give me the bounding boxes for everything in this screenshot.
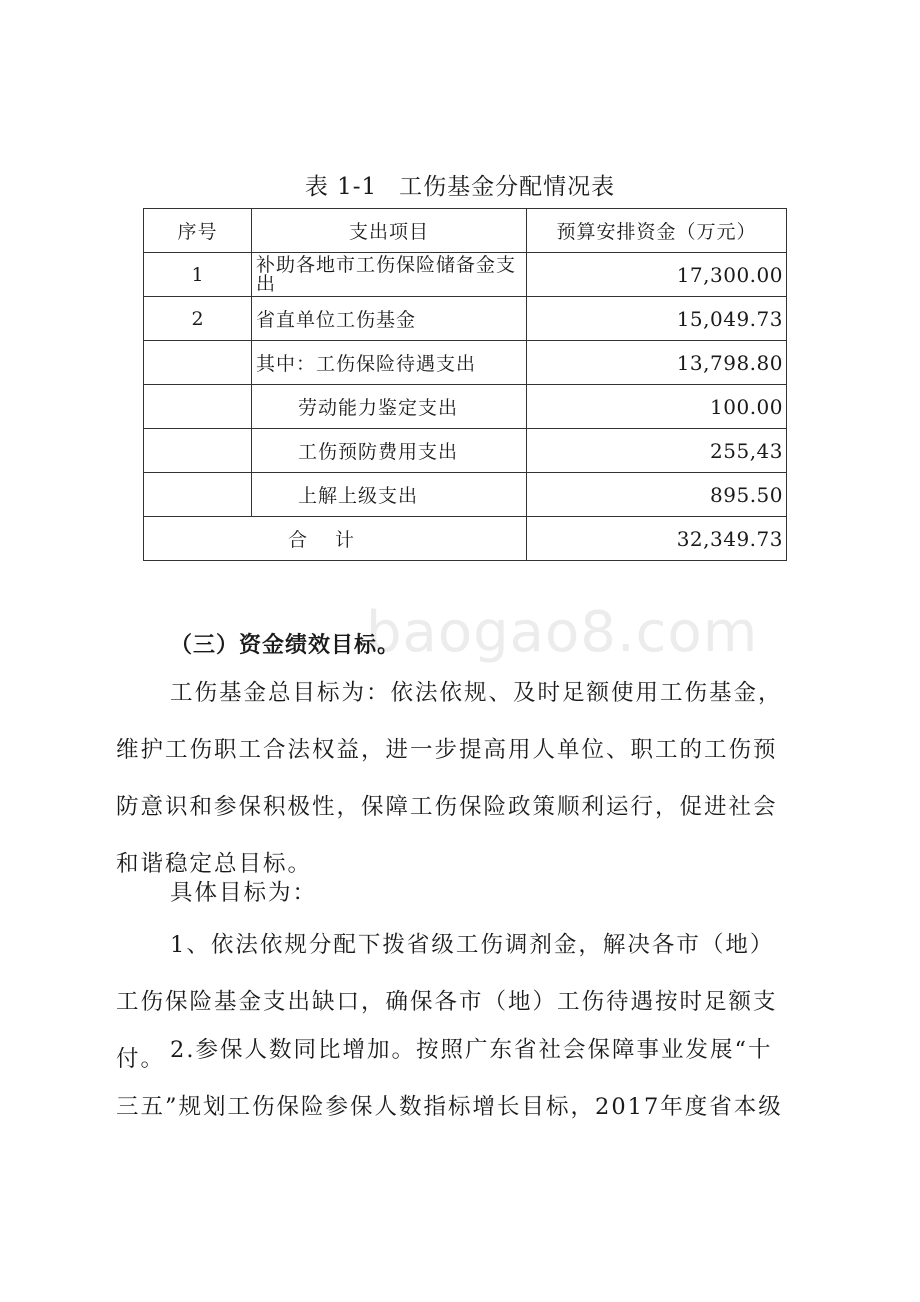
paragraph-specific-goals: 具体目标为： — [170, 880, 318, 906]
row-item: 劳动能力鉴定支出 — [252, 385, 527, 429]
header-item: 支出项目 — [252, 209, 527, 253]
row-seq — [144, 341, 252, 385]
row-item: 上解上级支出 — [252, 473, 527, 517]
row-amount: 13,798.80 — [527, 341, 787, 385]
row-seq — [144, 429, 252, 473]
table-row — [144, 341, 787, 385]
watermark: baogao8.com — [366, 600, 759, 665]
table-row — [144, 473, 787, 517]
row-item: 省直单位工伤基金 — [252, 297, 527, 341]
paragraph-overall-goal: 工伤基金总目标为：依法依规、及时足额使用工伤基金，维护工伤职工合法权益，进一步提高用人单位、职工的工伤预防意识和参保积极性，保障工伤保险政策顺利运行，促进社会和谐稳定总目标。 — [116, 680, 783, 877]
row-item: 其中：工伤保险待遇支出 — [252, 341, 527, 385]
table-total-row — [144, 517, 787, 561]
row-seq: 1 — [144, 253, 252, 297]
row-amount: 255,43 — [527, 429, 787, 473]
row-item: 工伤预防费用支出 — [252, 429, 527, 473]
row-seq — [144, 473, 252, 517]
row-seq: 2 — [144, 297, 252, 341]
fund-allocation-table — [143, 208, 787, 561]
table-row — [144, 297, 787, 341]
paragraph-goal-2: 2.参保人数同比增加。按照广东省社会保障事业发展“十三五”规划工伤保险参保人数指标增长目标，2017年度省本级 — [116, 1037, 783, 1120]
row-amount: 895.50 — [527, 473, 787, 517]
row-item: 补助各地市工伤保险储备金支出 — [252, 253, 527, 297]
table-row — [144, 253, 787, 297]
row-amount: 15,049.73 — [527, 297, 787, 341]
row-seq — [144, 385, 252, 429]
table-number: 表 1-1 — [304, 174, 378, 200]
header-seq: 序号 — [144, 209, 252, 253]
table-caption — [0, 168, 920, 201]
row-amount: 17,300.00 — [527, 253, 787, 297]
table-row — [144, 385, 787, 429]
section-heading: （三）资金绩效目标。 — [170, 632, 401, 658]
row-amount: 100.00 — [527, 385, 787, 429]
table-title: 工伤基金分配情况表 — [399, 174, 616, 200]
total-label: 合计 — [144, 517, 527, 561]
table-header-row — [144, 209, 787, 253]
paragraph-goal-1: 1、依法依规分配下拨省级工伤调剂金，解决各市（地）工伤保险基金支出缺口，确保各市（地）工伤待遇按时足额支付。 — [116, 932, 778, 1072]
total-amount: 32,349.73 — [527, 517, 787, 561]
header-amount: 预算安排资金（万元） — [527, 209, 787, 253]
table-row — [144, 429, 787, 473]
